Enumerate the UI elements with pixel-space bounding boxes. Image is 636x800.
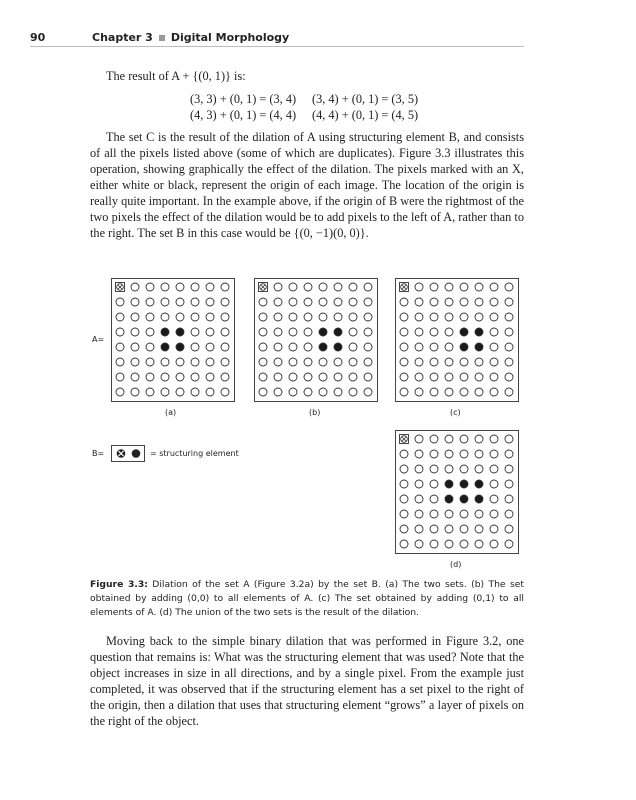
panel-label-b: (b) xyxy=(309,408,321,417)
empty-pixel xyxy=(116,358,124,366)
empty-pixel xyxy=(400,358,408,366)
set-pixel xyxy=(475,343,483,351)
empty-pixel xyxy=(274,328,282,336)
empty-pixel xyxy=(505,388,513,396)
empty-pixel xyxy=(191,373,199,381)
empty-pixel xyxy=(319,298,327,306)
empty-pixel xyxy=(400,388,408,396)
empty-pixel xyxy=(505,328,513,336)
empty-pixel xyxy=(146,283,154,291)
empty-pixel xyxy=(304,358,312,366)
empty-pixel xyxy=(289,283,297,291)
empty-pixel xyxy=(191,283,199,291)
empty-pixel xyxy=(400,343,408,351)
intro-line: The result of A + {(0, 1)} is: xyxy=(106,69,246,83)
set-pixel-icon xyxy=(132,449,141,458)
chapter-heading xyxy=(92,31,289,44)
empty-pixel xyxy=(400,313,408,321)
empty-pixel xyxy=(400,373,408,381)
empty-pixel xyxy=(161,313,169,321)
grid-a xyxy=(111,278,235,402)
set-pixel xyxy=(460,480,468,488)
empty-pixel xyxy=(334,313,342,321)
empty-pixel xyxy=(259,388,267,396)
empty-pixel xyxy=(415,510,423,518)
empty-pixel xyxy=(460,450,468,458)
empty-pixel xyxy=(206,373,214,381)
empty-pixel xyxy=(490,480,498,488)
empty-pixel xyxy=(460,540,468,548)
empty-pixel xyxy=(349,373,357,381)
empty-pixel xyxy=(475,465,483,473)
empty-pixel xyxy=(415,373,423,381)
empty-pixel xyxy=(349,343,357,351)
empty-pixel xyxy=(460,358,468,366)
empty-pixel xyxy=(490,525,498,533)
empty-pixel xyxy=(161,373,169,381)
empty-pixel xyxy=(161,283,169,291)
empty-pixel xyxy=(445,373,453,381)
grid-d xyxy=(395,430,519,554)
empty-pixel xyxy=(445,313,453,321)
empty-pixel xyxy=(400,450,408,458)
empty-pixel xyxy=(259,373,267,381)
empty-pixel xyxy=(349,298,357,306)
empty-pixel xyxy=(206,358,214,366)
empty-pixel xyxy=(400,465,408,473)
set-pixel xyxy=(176,328,184,336)
empty-pixel xyxy=(445,540,453,548)
chapter-label: Chapter 3 xyxy=(92,31,153,44)
empty-pixel xyxy=(460,510,468,518)
equation-1: (3, 3) + (0, 1) = (3, 4) xyxy=(190,92,297,106)
empty-pixel xyxy=(460,373,468,381)
set-a-label: A= xyxy=(92,335,105,344)
panel-label-a: (a) xyxy=(165,408,177,417)
origin-pixel-icon xyxy=(400,283,409,292)
chapter-title: Digital Morphology xyxy=(170,31,290,44)
separator-square-icon xyxy=(159,35,165,41)
empty-pixel xyxy=(206,283,214,291)
empty-pixel xyxy=(490,510,498,518)
equation-4: (4, 4) + (0, 1) = (4, 5) xyxy=(312,108,419,122)
empty-pixel xyxy=(364,298,372,306)
structuring-element xyxy=(111,445,145,462)
empty-pixel xyxy=(475,450,483,458)
empty-pixel xyxy=(475,313,483,321)
equation-3: (4, 3) + (0, 1) = (4, 4) xyxy=(190,108,297,122)
set-pixel xyxy=(460,495,468,503)
empty-pixel xyxy=(131,283,139,291)
running-header xyxy=(30,30,524,47)
empty-pixel xyxy=(304,298,312,306)
empty-pixel xyxy=(176,373,184,381)
set-b-label: B= xyxy=(92,449,105,458)
empty-pixel xyxy=(191,298,199,306)
empty-pixel xyxy=(304,343,312,351)
empty-pixel xyxy=(430,328,438,336)
empty-pixel xyxy=(490,343,498,351)
empty-pixel xyxy=(319,373,327,381)
empty-pixel xyxy=(415,465,423,473)
empty-pixel xyxy=(490,298,498,306)
empty-pixel xyxy=(191,313,199,321)
empty-pixel xyxy=(505,525,513,533)
empty-pixel xyxy=(415,343,423,351)
empty-pixel xyxy=(131,328,139,336)
empty-pixel xyxy=(415,298,423,306)
empty-pixel xyxy=(505,510,513,518)
empty-pixel xyxy=(505,313,513,321)
set-pixel xyxy=(334,328,342,336)
empty-pixel xyxy=(116,313,124,321)
empty-pixel xyxy=(221,283,229,291)
empty-pixel xyxy=(505,358,513,366)
empty-pixel xyxy=(146,373,154,381)
empty-pixel xyxy=(460,435,468,443)
empty-pixel xyxy=(505,480,513,488)
empty-pixel xyxy=(490,373,498,381)
empty-pixel xyxy=(445,435,453,443)
empty-pixel xyxy=(430,540,438,548)
origin-pixel-icon xyxy=(259,283,268,292)
set-pixel xyxy=(475,495,483,503)
empty-pixel xyxy=(415,525,423,533)
set-pixel xyxy=(460,328,468,336)
empty-pixel xyxy=(206,388,214,396)
empty-pixel xyxy=(334,358,342,366)
empty-pixel xyxy=(490,388,498,396)
empty-pixel xyxy=(430,495,438,503)
empty-pixel xyxy=(445,525,453,533)
empty-pixel xyxy=(430,480,438,488)
empty-pixel xyxy=(319,313,327,321)
page-number: 90 xyxy=(30,31,46,44)
set-pixel xyxy=(319,343,327,351)
set-pixel xyxy=(460,343,468,351)
empty-pixel xyxy=(131,313,139,321)
empty-pixel xyxy=(259,343,267,351)
empty-pixel xyxy=(475,358,483,366)
set-pixel xyxy=(445,495,453,503)
empty-pixel xyxy=(505,283,513,291)
empty-pixel xyxy=(289,343,297,351)
empty-pixel xyxy=(274,388,282,396)
empty-pixel xyxy=(460,525,468,533)
empty-pixel xyxy=(146,358,154,366)
set-pixel xyxy=(161,343,169,351)
empty-pixel xyxy=(206,328,214,336)
empty-pixel xyxy=(445,465,453,473)
empty-pixel xyxy=(475,540,483,548)
empty-pixel xyxy=(505,435,513,443)
set-pixel xyxy=(445,480,453,488)
empty-pixel xyxy=(364,283,372,291)
empty-pixel xyxy=(274,373,282,381)
empty-pixel xyxy=(490,540,498,548)
empty-pixel xyxy=(505,373,513,381)
empty-pixel xyxy=(259,313,267,321)
empty-pixel xyxy=(131,298,139,306)
empty-pixel xyxy=(400,495,408,503)
empty-pixel xyxy=(304,313,312,321)
empty-pixel xyxy=(430,435,438,443)
empty-pixel xyxy=(364,358,372,366)
empty-pixel xyxy=(206,343,214,351)
set-pixel xyxy=(319,328,327,336)
empty-pixel xyxy=(349,388,357,396)
empty-pixel xyxy=(415,313,423,321)
empty-pixel xyxy=(221,328,229,336)
grid-c xyxy=(395,278,519,402)
empty-pixel xyxy=(349,328,357,336)
empty-pixel xyxy=(131,388,139,396)
paragraph-2: Moving back to the simple binary dilation that was performed in Figure 3.2, one question that remains is: What was the structuring element that was used? Note that the object increases in size in all directions, and by a single pixel. From the example just completed, it was observed that if the structuring element has a set pixel to the right of the origin, then a dilation that uses that structuring element “grows” a layer of pixels on the right of the object. xyxy=(90,634,524,728)
empty-pixel xyxy=(319,388,327,396)
empty-pixel xyxy=(334,373,342,381)
empty-pixel xyxy=(206,298,214,306)
grid-b xyxy=(254,278,378,402)
empty-pixel xyxy=(430,313,438,321)
empty-pixel xyxy=(430,343,438,351)
set-pixel xyxy=(475,328,483,336)
empty-pixel xyxy=(490,495,498,503)
empty-pixel xyxy=(176,313,184,321)
empty-pixel xyxy=(445,343,453,351)
set-pixel xyxy=(161,328,169,336)
empty-pixel xyxy=(131,358,139,366)
set-pixel xyxy=(176,343,184,351)
empty-pixel xyxy=(460,388,468,396)
empty-pixel xyxy=(430,298,438,306)
empty-pixel xyxy=(490,450,498,458)
caption-prefix: Figure 3.3: xyxy=(90,579,148,590)
empty-pixel xyxy=(274,313,282,321)
empty-pixel xyxy=(430,358,438,366)
empty-pixel xyxy=(505,298,513,306)
empty-pixel xyxy=(400,525,408,533)
empty-pixel xyxy=(334,388,342,396)
empty-pixel xyxy=(364,343,372,351)
empty-pixel xyxy=(505,450,513,458)
empty-pixel xyxy=(505,343,513,351)
empty-pixel xyxy=(191,328,199,336)
empty-pixel xyxy=(206,313,214,321)
empty-pixel xyxy=(490,283,498,291)
empty-pixel xyxy=(400,480,408,488)
empty-pixel xyxy=(334,298,342,306)
set-pixel xyxy=(475,480,483,488)
empty-pixel xyxy=(460,465,468,473)
empty-pixel xyxy=(490,435,498,443)
empty-pixel xyxy=(289,388,297,396)
empty-pixel xyxy=(505,495,513,503)
empty-pixel xyxy=(259,328,267,336)
empty-pixel xyxy=(131,343,139,351)
empty-pixel xyxy=(146,388,154,396)
figure-caption xyxy=(90,578,524,620)
empty-pixel xyxy=(349,313,357,321)
empty-pixel xyxy=(475,510,483,518)
empty-pixel xyxy=(304,388,312,396)
origin-pixel-icon xyxy=(116,283,125,292)
empty-pixel xyxy=(445,298,453,306)
empty-pixel xyxy=(415,358,423,366)
panel-label-c: (c) xyxy=(450,408,461,417)
empty-pixel xyxy=(274,283,282,291)
empty-pixel xyxy=(146,328,154,336)
empty-pixel xyxy=(116,388,124,396)
empty-pixel xyxy=(221,373,229,381)
empty-pixel xyxy=(221,358,229,366)
empty-pixel xyxy=(415,435,423,443)
empty-pixel xyxy=(221,298,229,306)
empty-pixel xyxy=(475,525,483,533)
empty-pixel xyxy=(445,450,453,458)
empty-pixel xyxy=(146,313,154,321)
empty-pixel xyxy=(415,495,423,503)
empty-pixel xyxy=(161,358,169,366)
caption-text: Dilation of the set A (Figure 3.2a) by the set B. (a) The two sets. (b) The set obtained by adding (0,0) to all elements of A. (c) The set obtained by adding (0,1) to all elements of A. (d) The union of the two sets is the result of the dilation. xyxy=(90,579,525,618)
empty-pixel xyxy=(176,283,184,291)
empty-pixel xyxy=(191,388,199,396)
empty-pixel xyxy=(131,373,139,381)
empty-pixel xyxy=(304,283,312,291)
empty-pixel xyxy=(400,540,408,548)
empty-pixel xyxy=(505,540,513,548)
empty-pixel xyxy=(415,540,423,548)
empty-pixel xyxy=(430,283,438,291)
empty-pixel xyxy=(304,328,312,336)
empty-pixel xyxy=(430,465,438,473)
empty-pixel xyxy=(430,525,438,533)
empty-pixel xyxy=(274,298,282,306)
empty-pixel xyxy=(176,298,184,306)
empty-pixel xyxy=(430,388,438,396)
empty-pixel xyxy=(334,283,342,291)
empty-pixel xyxy=(505,465,513,473)
empty-pixel xyxy=(289,328,297,336)
empty-pixel xyxy=(430,510,438,518)
empty-pixel xyxy=(289,298,297,306)
empty-pixel xyxy=(460,283,468,291)
origin-pixel-icon xyxy=(400,435,409,444)
empty-pixel xyxy=(445,328,453,336)
empty-pixel xyxy=(400,298,408,306)
empty-pixel xyxy=(176,358,184,366)
empty-pixel xyxy=(475,373,483,381)
empty-pixel xyxy=(415,480,423,488)
empty-pixel xyxy=(289,373,297,381)
structuring-element-desc: = structuring element xyxy=(150,449,239,458)
empty-pixel xyxy=(176,388,184,396)
empty-pixel xyxy=(161,298,169,306)
empty-pixel xyxy=(146,298,154,306)
empty-pixel xyxy=(304,373,312,381)
empty-pixel xyxy=(221,388,229,396)
empty-pixel xyxy=(116,373,124,381)
empty-pixel xyxy=(415,388,423,396)
empty-pixel xyxy=(415,450,423,458)
empty-pixel xyxy=(289,358,297,366)
empty-pixel xyxy=(259,298,267,306)
panel-label-d: (d) xyxy=(450,560,462,569)
empty-pixel xyxy=(191,358,199,366)
empty-pixel xyxy=(475,298,483,306)
empty-pixel xyxy=(161,388,169,396)
empty-pixel xyxy=(400,510,408,518)
empty-pixel xyxy=(460,298,468,306)
empty-pixel xyxy=(116,343,124,351)
empty-pixel xyxy=(445,388,453,396)
empty-pixel xyxy=(146,343,154,351)
empty-pixel xyxy=(349,358,357,366)
empty-pixel xyxy=(415,283,423,291)
empty-pixel xyxy=(319,283,327,291)
empty-pixel xyxy=(364,388,372,396)
empty-pixel xyxy=(221,343,229,351)
empty-pixel xyxy=(475,388,483,396)
empty-pixel xyxy=(116,298,124,306)
empty-pixel xyxy=(221,313,229,321)
empty-pixel xyxy=(490,328,498,336)
empty-pixel xyxy=(289,313,297,321)
empty-pixel xyxy=(274,358,282,366)
equation-2: (3, 4) + (0, 1) = (3, 5) xyxy=(312,92,419,106)
empty-pixel xyxy=(364,373,372,381)
empty-pixel xyxy=(349,283,357,291)
empty-pixel xyxy=(191,343,199,351)
empty-pixel xyxy=(274,343,282,351)
empty-pixel xyxy=(364,313,372,321)
empty-pixel xyxy=(490,313,498,321)
empty-pixel xyxy=(364,328,372,336)
empty-pixel xyxy=(490,358,498,366)
empty-pixel xyxy=(319,358,327,366)
empty-pixel xyxy=(116,328,124,336)
empty-pixel xyxy=(460,313,468,321)
empty-pixel xyxy=(475,435,483,443)
empty-pixel xyxy=(490,465,498,473)
empty-pixel xyxy=(445,283,453,291)
empty-pixel xyxy=(445,510,453,518)
empty-pixel xyxy=(430,450,438,458)
set-pixel xyxy=(334,343,342,351)
empty-pixel xyxy=(475,283,483,291)
empty-pixel xyxy=(259,358,267,366)
empty-pixel xyxy=(415,328,423,336)
empty-pixel xyxy=(400,328,408,336)
paragraph-1: The set C is the result of the dilation of A using structuring element B, and consists of all the pixels listed above (some of which are duplicates). Figure 3.3 illustrates this operation, showing graphically the effect of the dilation. The pixels marked with an X, either white or black, represent the origin of each image. The location of the origin is really quite important. In the example above, if the origin of B were the rightmost of the two pixels the effect of the dilation would be to add pixels to the left of A, rather than to the right. The set B in this case would be {(0, −1)(0, 0)}. xyxy=(90,130,524,240)
empty-pixel xyxy=(445,358,453,366)
empty-pixel xyxy=(430,373,438,381)
